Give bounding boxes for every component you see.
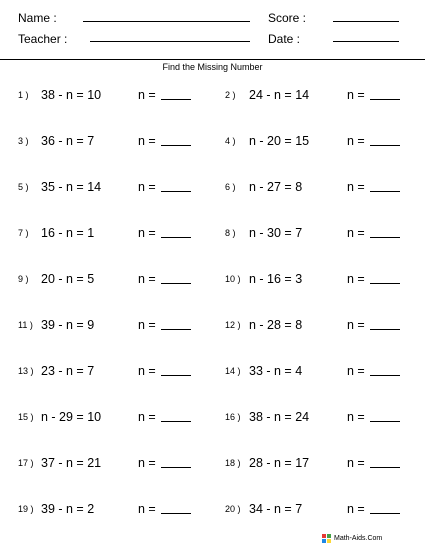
answer-label: n = bbox=[347, 180, 365, 194]
teacher-label: Teacher : bbox=[18, 32, 68, 46]
answer-label: n = bbox=[347, 226, 365, 240]
answer-label: n = bbox=[138, 226, 156, 240]
problem-item bbox=[0, 134, 425, 150]
problem-equation: 20 - n = 5 bbox=[41, 272, 95, 286]
name-label: Name : bbox=[18, 11, 57, 25]
problem-number: 17 ) bbox=[18, 458, 34, 468]
problem-item bbox=[0, 180, 425, 196]
answer-label: n = bbox=[347, 134, 365, 148]
problem-equation: 39 - n = 2 bbox=[41, 502, 95, 516]
problem-equation: 28 - n = 17 bbox=[249, 456, 310, 470]
answer-label: n = bbox=[347, 502, 365, 516]
problem-equation: 16 - n = 1 bbox=[41, 226, 95, 240]
answer-label: n = bbox=[347, 364, 365, 378]
problem-number: 2 ) bbox=[225, 90, 236, 100]
logo-square bbox=[322, 534, 326, 538]
answer-label: n = bbox=[347, 318, 365, 332]
problem-equation: n - 16 = 3 bbox=[249, 272, 303, 286]
answer-label: n = bbox=[347, 410, 365, 424]
problem-number: 15 ) bbox=[18, 412, 34, 422]
problem-item bbox=[0, 318, 425, 334]
teacher-field-line[interactable] bbox=[90, 41, 250, 42]
answer-field bbox=[347, 364, 400, 378]
worksheet-subtitle: Find the Missing Number bbox=[162, 62, 263, 72]
problem-equation: 24 - n = 14 bbox=[249, 88, 310, 102]
answer-field bbox=[347, 318, 400, 332]
problem-equation: 35 - n = 14 bbox=[41, 180, 102, 194]
answer-blank[interactable] bbox=[370, 227, 400, 238]
problem-number: 10 ) bbox=[225, 274, 241, 284]
logo-square bbox=[322, 539, 326, 543]
answer-blank[interactable] bbox=[370, 503, 400, 514]
problem-equation: n - 30 = 7 bbox=[249, 226, 303, 240]
math-aids-logo-icon bbox=[322, 534, 331, 543]
problem-equation: 36 - n = 7 bbox=[41, 134, 95, 148]
answer-label: n = bbox=[347, 272, 365, 286]
answer-blank[interactable] bbox=[370, 411, 400, 422]
answer-field bbox=[347, 502, 400, 516]
problem-item bbox=[0, 272, 425, 288]
answer-label: n = bbox=[347, 456, 365, 470]
problem-item bbox=[0, 364, 425, 380]
answer-field bbox=[347, 180, 400, 194]
problem-number: 4 ) bbox=[225, 136, 236, 146]
logo-square bbox=[327, 539, 331, 543]
answer-field bbox=[347, 410, 400, 424]
logo-square bbox=[327, 534, 331, 538]
problem-number: 6 ) bbox=[225, 182, 236, 192]
answer-field bbox=[347, 134, 400, 148]
answer-label: n = bbox=[347, 88, 365, 102]
problem-number: 14 ) bbox=[225, 366, 241, 376]
score-field-line[interactable] bbox=[333, 21, 399, 22]
problem-equation: 34 - n = 7 bbox=[249, 502, 303, 516]
problem-equation: 38 - n = 10 bbox=[41, 88, 102, 102]
date-field-line[interactable] bbox=[333, 41, 399, 42]
problem-number: 7 ) bbox=[18, 228, 29, 238]
header-divider bbox=[0, 59, 425, 60]
problem-item bbox=[0, 226, 425, 242]
date-label: Date : bbox=[268, 32, 301, 46]
problem-equation: n - 20 = 15 bbox=[249, 134, 310, 148]
answer-label: n = bbox=[138, 134, 156, 148]
answer-label: n = bbox=[138, 410, 156, 424]
answer-blank[interactable] bbox=[370, 273, 400, 284]
problem-equation: 37 - n = 21 bbox=[41, 456, 102, 470]
footer-site: Math-Aids.Com bbox=[334, 535, 383, 542]
problem-item bbox=[0, 502, 425, 518]
answer-blank[interactable] bbox=[370, 457, 400, 468]
problem-number: 20 ) bbox=[225, 504, 241, 514]
problem-equation: n - 28 = 8 bbox=[249, 318, 303, 332]
footer bbox=[322, 534, 382, 543]
name-field-line[interactable] bbox=[83, 21, 250, 22]
problem-item bbox=[0, 88, 425, 104]
answer-blank[interactable] bbox=[370, 181, 400, 192]
problem-number: 11 ) bbox=[18, 320, 33, 330]
answer-label: n = bbox=[138, 364, 156, 378]
problem-item bbox=[0, 456, 425, 472]
answer-blank[interactable] bbox=[370, 135, 400, 146]
score-label: Score : bbox=[268, 11, 307, 25]
problem-number: 18 ) bbox=[225, 458, 241, 468]
problem-equation: 38 - n = 24 bbox=[249, 410, 310, 424]
problem-equation: 33 - n = 4 bbox=[249, 364, 303, 378]
problem-number: 12 ) bbox=[225, 320, 241, 330]
answer-blank[interactable] bbox=[370, 365, 400, 376]
problem-number: 13 ) bbox=[18, 366, 34, 376]
answer-label: n = bbox=[138, 318, 156, 332]
problem-equation: 39 - n = 9 bbox=[41, 318, 95, 332]
problem-number: 19 ) bbox=[18, 504, 34, 514]
problem-number: 5 ) bbox=[18, 182, 29, 192]
answer-label: n = bbox=[138, 88, 156, 102]
problem-number: 9 ) bbox=[18, 274, 29, 284]
answer-label: n = bbox=[138, 180, 156, 194]
problem-equation: 23 - n = 7 bbox=[41, 364, 95, 378]
answer-blank[interactable] bbox=[370, 89, 400, 100]
problem-number: 8 ) bbox=[225, 228, 236, 238]
answer-label: n = bbox=[138, 456, 156, 470]
answer-field bbox=[347, 272, 400, 286]
answer-blank[interactable] bbox=[370, 319, 400, 330]
problem-equation: n - 29 = 10 bbox=[41, 410, 102, 424]
problem-number: 16 ) bbox=[225, 412, 241, 422]
answer-label: n = bbox=[138, 502, 156, 516]
answer-field bbox=[347, 226, 400, 240]
problem-equation: n - 27 = 8 bbox=[249, 180, 303, 194]
answer-field bbox=[347, 456, 400, 470]
answer-field bbox=[347, 88, 400, 102]
answer-label: n = bbox=[138, 272, 156, 286]
problem-item bbox=[0, 410, 425, 426]
problem-number: 1 ) bbox=[18, 90, 29, 100]
problem-number: 3 ) bbox=[18, 136, 29, 146]
